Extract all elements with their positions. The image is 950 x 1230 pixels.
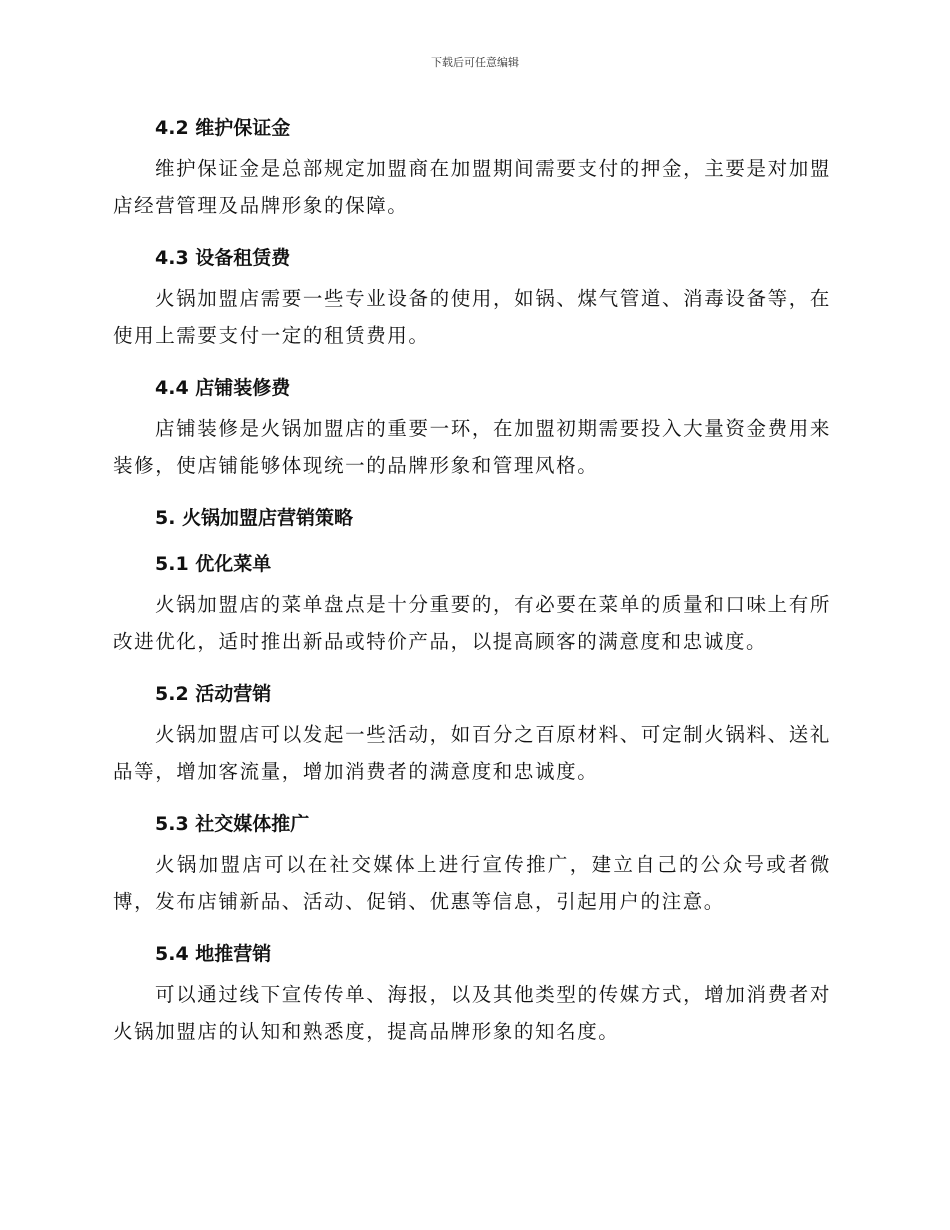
section-paragraph: 火锅加盟店需要一些专业设备的使用，如锅、煤气管道、消毒设备等，在使用上需要支付一定的租赁费用。 bbox=[113, 287, 831, 347]
section-paragraph: 火锅加盟店可以发起一些活动，如百分之百原材料、可定制火锅料、送礼品等，增加客流量，增加消费者的满意度和忠诚度。 bbox=[113, 723, 831, 783]
section-heading: 4.2 维护保证金 bbox=[155, 117, 291, 139]
section-5-2 bbox=[113, 672, 831, 790]
section-heading: 5.4 地推营销 bbox=[155, 943, 272, 965]
section-heading: 5.2 活动营销 bbox=[155, 683, 272, 705]
section-5-1 bbox=[113, 542, 831, 660]
section-4-3 bbox=[113, 236, 831, 354]
section-4-4 bbox=[113, 366, 831, 484]
document-body bbox=[113, 106, 831, 1062]
section-paragraph: 火锅加盟店的菜单盘点是十分重要的，有必要在菜单的质量和口味上有所改进优化，适时推出新品或特价产品，以提高顾客的满意度和忠诚度。 bbox=[113, 593, 831, 653]
section-paragraph: 店铺装修是火锅加盟店的重要一环，在加盟初期需要投入大量资金费用来装修，使店铺能够体现统一的品牌形象和管理风格。 bbox=[113, 417, 831, 477]
section-heading: 5.3 社交媒体推广 bbox=[155, 813, 310, 835]
section-paragraph: 可以通过线下宣传传单、海报，以及其他类型的传媒方式，增加消费者对火锅加盟店的认知和熟悉度，提高品牌形象的知名度。 bbox=[113, 983, 831, 1043]
section-heading: 5.1 优化菜单 bbox=[155, 553, 272, 575]
section-heading: 4.3 设备租赁费 bbox=[155, 247, 291, 269]
chapter-5 bbox=[113, 496, 831, 540]
section-paragraph: 维护保证金是总部规定加盟商在加盟期间需要支付的押金，主要是对加盟店经营管理及品牌形象的保障。 bbox=[113, 157, 831, 217]
section-4-2 bbox=[113, 106, 831, 224]
chapter-heading: 5. 火锅加盟店营销策略 bbox=[155, 507, 354, 529]
page-header: 下载后可任意编辑 bbox=[431, 56, 519, 69]
section-5-3 bbox=[113, 802, 831, 920]
section-5-4 bbox=[113, 932, 831, 1050]
section-heading: 4.4 店铺装修费 bbox=[155, 377, 291, 399]
section-paragraph: 火锅加盟店可以在社交媒体上进行宣传推广，建立自己的公众号或者微博，发布店铺新品、活动、促销、优惠等信息，引起用户的注意。 bbox=[113, 853, 831, 913]
